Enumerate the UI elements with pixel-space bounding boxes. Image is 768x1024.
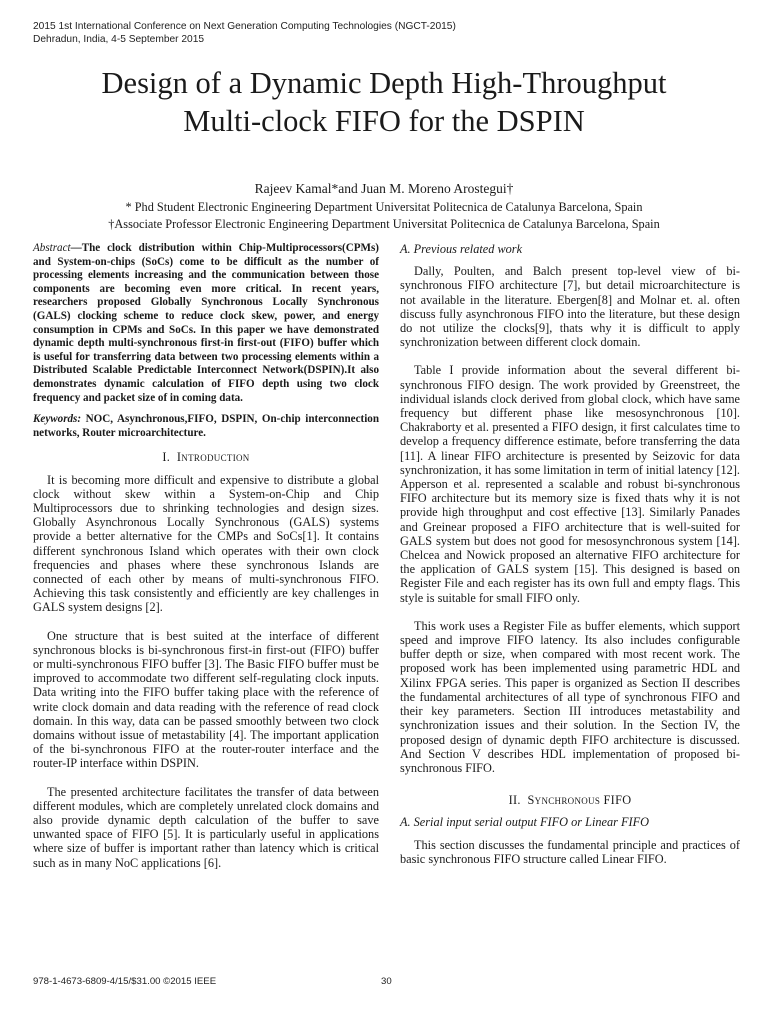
page-number: 30	[381, 976, 392, 987]
keywords-label: Keywords:	[33, 413, 82, 426]
section-number: II.	[508, 793, 521, 808]
subsection-linear-fifo: A. Serial input serial output FIFO or Linear FIFO	[400, 815, 649, 830]
section-heading-introduction	[33, 450, 379, 464]
authors: Rajeev Kamal*and Juan M. Moreno Arostegui†	[254, 181, 514, 196]
abstract-label: Abstract	[33, 242, 71, 254]
conference-location: Dehradun, India, 4-5 September 2015	[33, 34, 205, 45]
abstract-text: —The clock distribution within Chip-Multiprocessors(CPMs) and System-on-chips (SoCs) come to be difficult as the number of processing elements increasing and the communication between those components are becoming even more critical. In recent years, researchers proposed Globally Synchronous Locally Synchronous (GALS) clocking scheme to reduce clock skew, power, and energy consumption in CPMs and SoCs. In this paper we have demonstrated dynamic depth multi-synchronous first-in first-out (FIFO) buffer which is useful for transferring data between two processing elements within a Distributed Scalable Predictable Interconnect Network(DSPIN).It also demonstrates dynamic calculation of FIFO depth using two clock frequency and packet size of in coming data.	[33, 242, 379, 404]
section-title: Introduction	[176, 450, 250, 465]
section-heading-synchronous-fifo	[400, 793, 740, 807]
section-title: Synchronous FIFO	[527, 793, 632, 808]
intro-paragraph-3: The presented architecture facilitates the transfer of data between different modules, which are completely unrelated clock domains and also provide dynamic depth calculation of the buffer to save unwanted space of FIFO [5]. It is particularly useful in applications where size of buffer is important rather than latency which is critical such as in many NoC applications [6].	[33, 784, 379, 870]
title-line-2: Multi-clock FIFO for the DSPIN	[183, 104, 585, 138]
affiliation-1: * Phd Student Electronic Engineering Department Universitat Politecnica de Catalunya Barcelona, Spain	[125, 200, 643, 214]
section-number: I.	[162, 450, 171, 465]
title-line-1: Design of a Dynamic Depth High-Throughput	[101, 66, 667, 100]
left-column	[33, 242, 379, 880]
sync-fifo-paragraph: This section discusses the fundamental principle and practices of basic synchronous FIFO structure called Linear FIFO.	[400, 837, 740, 866]
abstract	[33, 242, 379, 405]
subsection-previous-work: A. Previous related work	[400, 242, 523, 256]
conference-header	[33, 20, 456, 46]
paper-title	[30, 64, 738, 140]
intro-paragraph-2: One structure that is best suited at the interface of different synchronous blocks is bi-synchronous first-in first-out (FIFO) buffer or multi-synchronous FIFO buffer [3]. The Basic FIFO buffer must be improved to accommodate two different self-regulating clock inputs. Data writing into the FIFO buffer taking place with the reference of write clock domain and data reading with the reference of read clock domain. In this way, data can be passed smoothly between two clock domains without issue of metastability [4]. The important application of the bi-synchronous FIFO at the router-router interface and the router-IP interface within DSPIN.	[33, 628, 379, 771]
keywords	[33, 413, 379, 440]
conference-name: 2015 1st International Conference on Next Generation Computing Technologies (NGCT-2015)	[33, 21, 456, 32]
footer-isbn: 978-1-4673-6809-4/15/$31.00 ©2015 IEEE	[33, 976, 217, 987]
intro-paragraph-1: It is becoming more difficult and expensive to distribute a global clock without skew within a System-on-Chip and Chip Multiprocessors due to shrinking technologies and design sizes. Globally Asynchronous Locally Synchronous (GALS) systems provide a better alternative for the CMPs and SoCs[1]. It contains different synchronous Island which operates with their own clock frequencies and phases where these synchronous Islands are connected of each other by means of multi-synchronous FIFO. Achieving this task consistently and efficiently are key challenges in GALS system designs [2].	[33, 472, 379, 615]
keywords-text: NOC, Asynchronous,FIFO, DSPIN, On-chip interconnection networks, Router microarchitecture.	[33, 413, 379, 439]
right-column	[400, 242, 740, 876]
related-paragraph-2: Table I provide information about the several different bi-synchronous FIFO design. The work provided by Greenstreet, the individual islands clock derived from global clock, which have same frequency but different phase like mesosynchronous [10]. Chakraborty et al. presented a FIFO design, it first calculates time to develop a frequency difference estimate, before transferring the data [11]. A linear FIFO architecture is presented by Seizovic for data synchronization, it has some limitation in term of initial latency [12]. Apperson et al. represented a scalable and robust bi-synchronous FIFO architecture but its memory size is fixed thats why it is not provide high throughput and cost effective [13]. Similarly Panades and Greinear proposed a FIFO architecture that is well-suited for GALS system but does not good for mesosynchronous system [14]. Chelcea and Nowick proposed an alternative FIFO architecture for the application of GALS system [15]. This designed is based on Register File and each register has its own full and empty flags. This style is suitable for small FIFO only.	[400, 363, 740, 605]
related-paragraph-3: This work uses a Register File as buffer elements, which support speed and improve FIFO latency. Its also includes configurable buffer depth or size, when compared with most recent work. The proposed work has been implemented using parametric HDL and Xilinx FPGA series. This paper is organized as Section II describes the fundamental architectures of all type of synchronous FIFO and their key parameters. Section III introduces metastability and synchronization issues and their solution. In the Section IV, the proposed design of dynamic depth FIFO architecture is discussed. And Section V describes HDL implementation of proposed bi-synchronous FIFO.	[400, 618, 740, 775]
affiliation-2: †Associate Professor Electronic Engineering Department Universitat Politecnica de Catalunya Barcelona, Spain	[108, 217, 660, 231]
related-paragraph-1: Dally, Poulten, and Balch present top-level view of bi-synchronous FIFO architecture [7], but detail microarchitecture is not available in the literature. Ebergen[8] and Molnar et. al. often discuss fully asynchronous FIFO into the literature, but these design do not utilize the clocks[9], thats why it is difficult to apply synchronization between different clock domain.	[400, 264, 740, 350]
